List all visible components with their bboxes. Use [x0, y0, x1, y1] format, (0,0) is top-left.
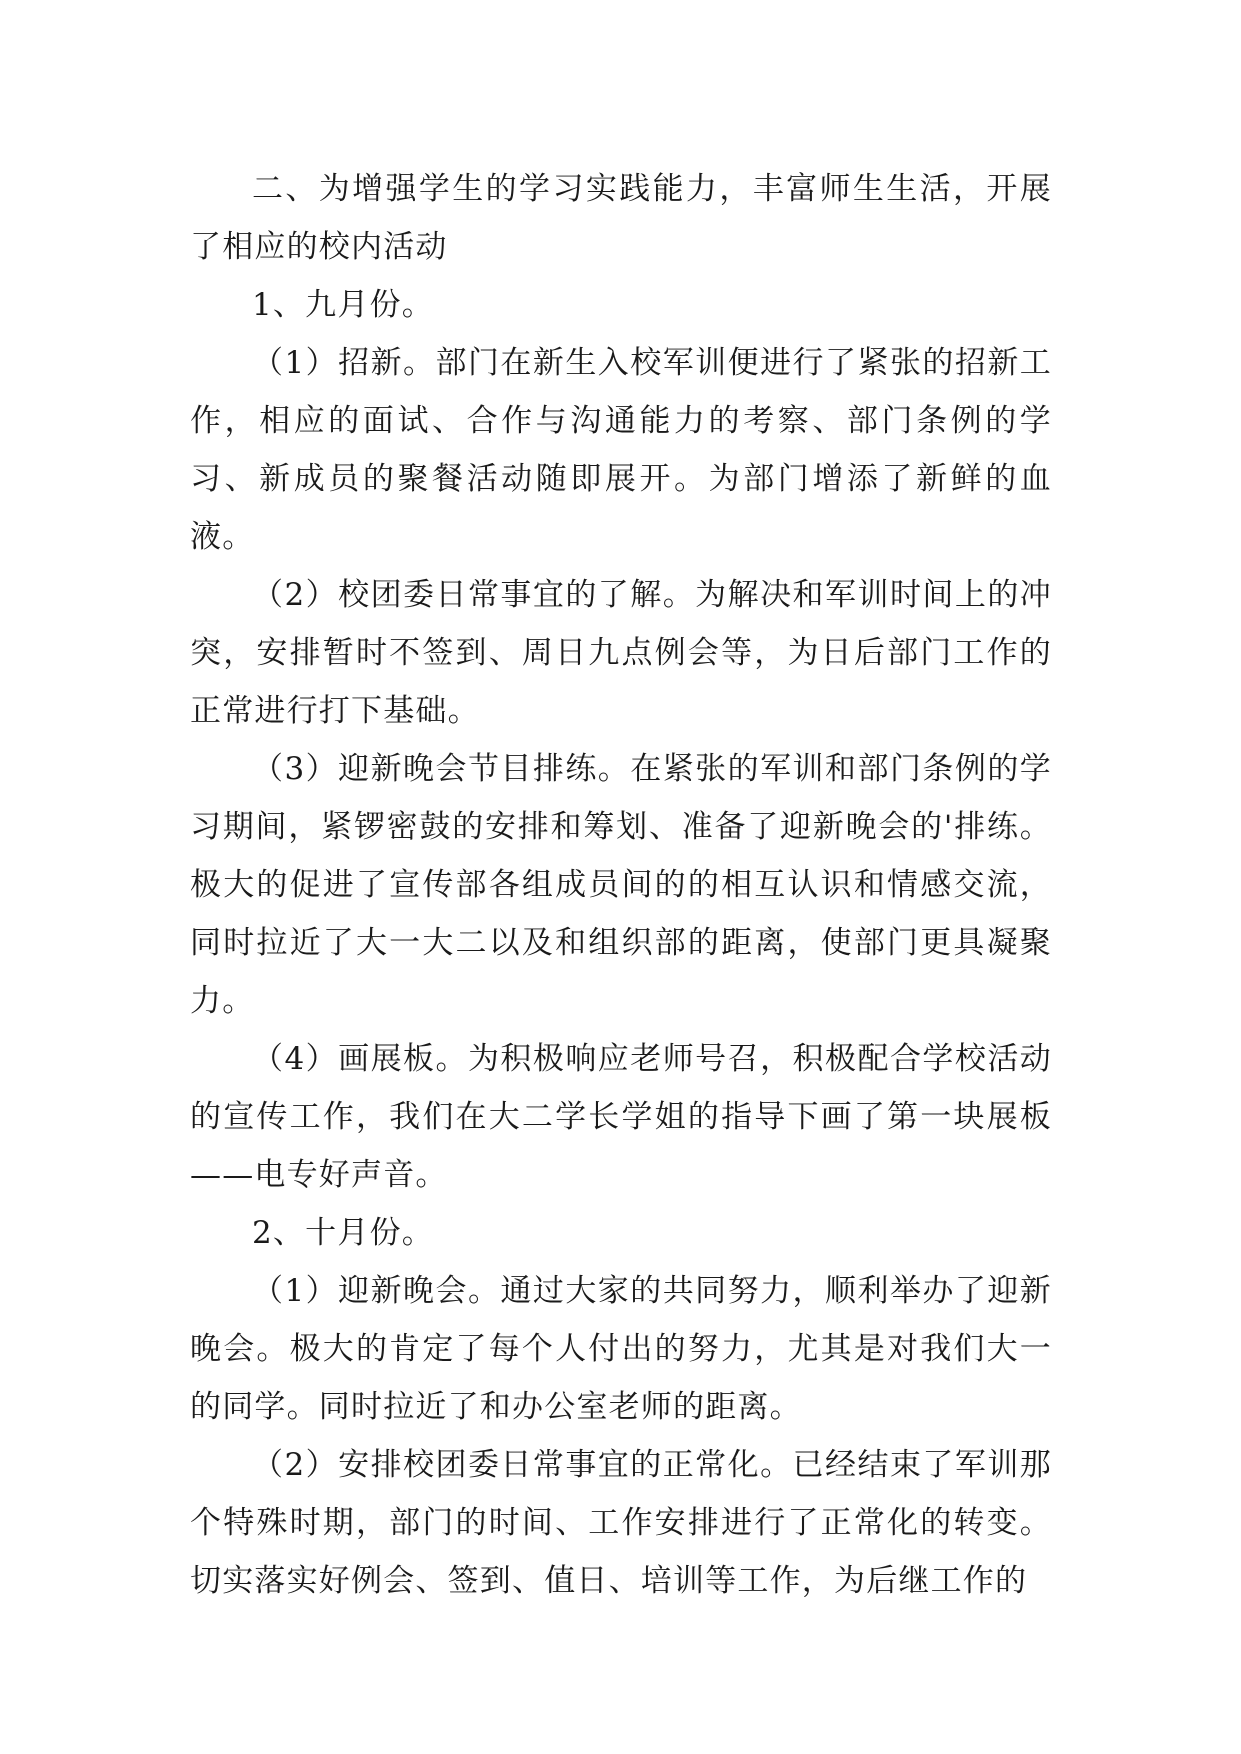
paragraph-welcome-party: （1）迎新晚会。通过大家的共同努力，顺利举办了迎新晚会。极大的肯定了每个人付出的努力，尤其是对我们大一的同学。同时拉近了和办公室老师的距离。 [190, 1273, 1052, 1425]
paragraph-recruitment: （1）招新。部门在新生入校军训便进行了紧张的招新工作，相应的面试、合作与沟通能力的考察、部门条例的学习、新成员的聚餐活动随即展开。为部门增添了新鲜的血液。 [190, 345, 1052, 555]
month-heading-september: 1、九月份。 [252, 287, 434, 323]
month-heading-october: 2、十月份。 [252, 1215, 434, 1251]
paragraph-daily-affairs: （2）校团委日常事宜的了解。为解决和军训时间上的冲突，安排暂时不签到、周日九点例会等，为日后部门工作的正常进行打下基础。 [190, 577, 1052, 729]
paragraph-display-board: （4）画展板。为积极响应老师号召，积极配合学校活动的宣传工作，我们在大二学长学姐的指导下画了第一块展板——电专好声音。 [190, 1041, 1052, 1193]
paragraph-normalization: （2）安排校团委日常事宜的正常化。已经结束了军训那个特殊时期，部门的时间、工作安排进行了正常化的转变。切实落实好例会、签到、值日、培训等工作，为后继工作的 [190, 1447, 1052, 1599]
document-body [190, 160, 1052, 1610]
section-heading: 二、为增强学生的学习实践能力，丰富师生生活，开展了相应的校内活动 [190, 171, 1052, 265]
paragraph-rehearsal: （3）迎新晚会节目排练。在紧张的军训和部门条例的学习期间，紧锣密鼓的安排和筹划、准备了迎新晚会的'排练。极大的促进了宣传部各组成员间的的相互认识和情感交流，同时拉近了大一大二以及和组织部的距离，使部门更具凝聚力。 [190, 751, 1052, 1019]
